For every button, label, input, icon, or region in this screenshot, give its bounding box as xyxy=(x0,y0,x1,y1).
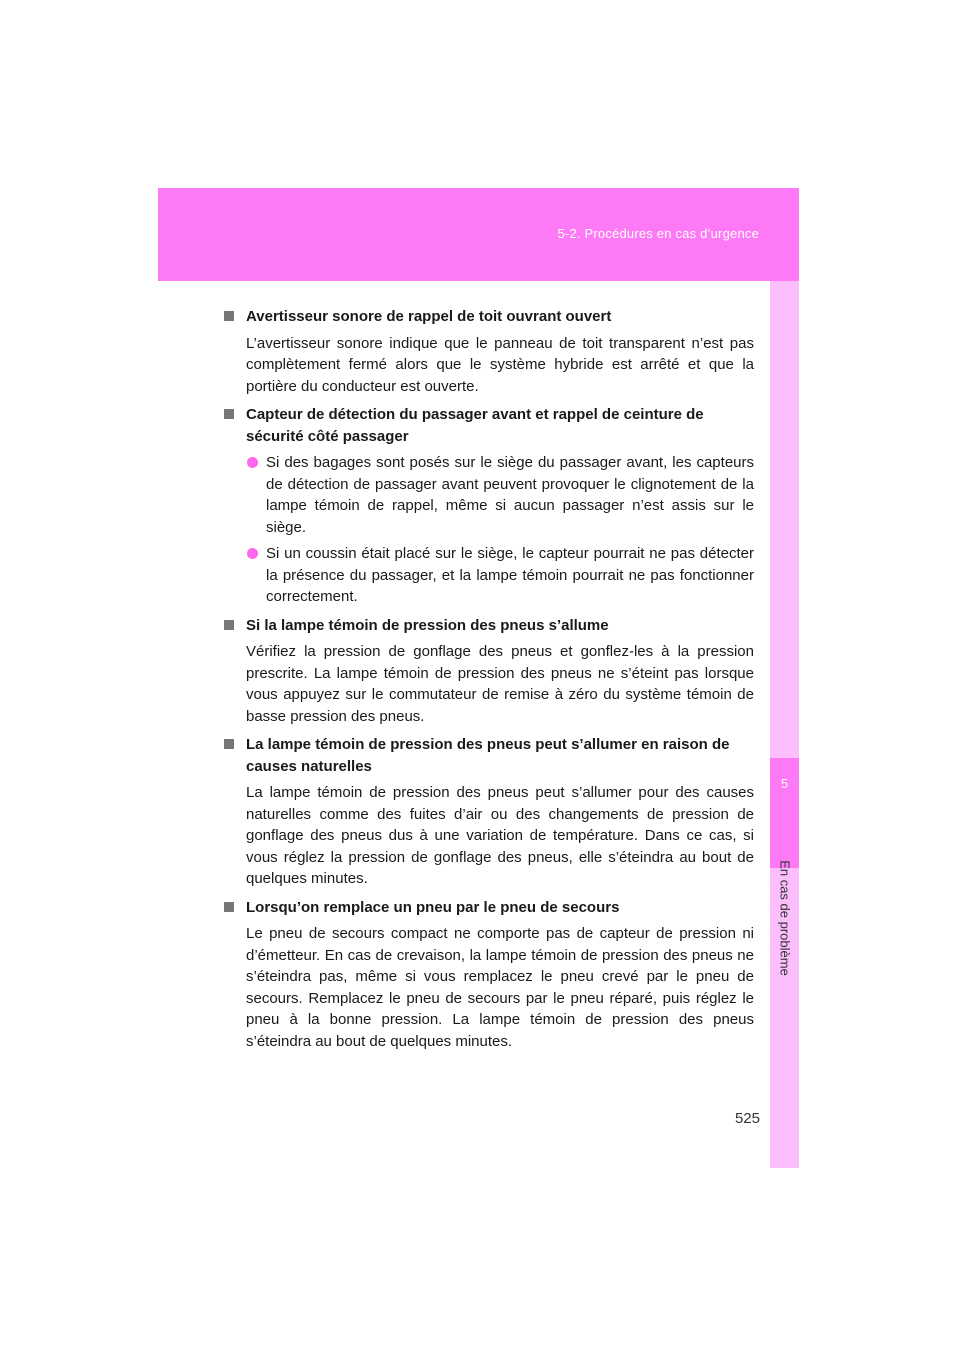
section-heading-text: Capteur de détection du passager avant et rappel de ceinture de sécurité côté passager xyxy=(246,406,704,445)
page-content xyxy=(224,306,754,1059)
section-heading-text: Si la lampe témoin de pression des pneus s’allume xyxy=(246,616,609,634)
section-heading-text: Lorsqu’on remplace un pneu par le pneu de secours xyxy=(246,898,620,916)
bullet-text: Si des bagages sont posés sur le siège du passager avant, les capteurs de détection de passager avant peuvent provoquer le clignotement de la lampe témoin de rappel, même si aucun passager n’est assis sur le siège. xyxy=(266,454,754,536)
section-heading xyxy=(224,404,754,447)
section-heading xyxy=(224,615,754,637)
section-body: Vérifiez la pression de gonflage des pneus et gonflez-les à la pression prescrite. La lampe témoin de pression des pneus ne s’éteint pas lorsque vous appuyez sur le commutateur de remise à zéro du système témoin de basse pression des pneus. xyxy=(246,643,754,725)
section-heading-text: La lampe témoin de pression des pneus peut s’allumer en raison de causes naturelles xyxy=(246,736,730,775)
round-bullet-icon xyxy=(247,457,258,468)
bullet-text: Si un coussin était placé sur le siège, le capteur pourrait ne pas détecter la présence du passager, et la lampe témoin pourrait ne pas fonctionner correctement. xyxy=(266,545,754,605)
chapter-title: En cas de problème xyxy=(777,860,793,976)
bullet-item xyxy=(224,452,754,538)
section-heading xyxy=(224,734,754,777)
section-heading xyxy=(224,306,754,328)
section-label: 5-2. Procédures en cas d’urgence xyxy=(557,226,759,241)
round-bullet-icon xyxy=(247,548,258,559)
page-number: 525 xyxy=(734,1110,760,1127)
square-bullet-icon xyxy=(224,902,234,912)
section-spare-tire xyxy=(224,897,754,1053)
chapter-side-tab xyxy=(770,281,799,1168)
section-body: L’avertisseur sonore indique que le panneau de toit transparent n’est pas complètement fermé alors que le système hybride est arrêté et que la portière du conducteur est ouverte. xyxy=(246,334,754,395)
section-heading xyxy=(224,897,754,919)
chapter-tab-highlight xyxy=(770,758,799,868)
section-sunroof-buzzer xyxy=(224,306,754,397)
section-heading-text: Avertisseur sonore de rappel de toit ouvrant ouvert xyxy=(246,308,612,325)
chapter-number: 5 xyxy=(780,776,789,791)
header-band xyxy=(158,188,799,281)
bullet-item xyxy=(224,543,754,608)
section-body: La lampe témoin de pression des pneus peut s’allumer pour des causes naturelles comme des fuites d’air ou des changements de pression de gonflage des pneus dus à une variation de température. Dans ce cas, si vous réglez la pression de gonflage des pneus, elle s’éteindra au bout de quelques minutes. xyxy=(246,784,754,887)
section-tire-pressure-light xyxy=(224,615,754,728)
section-body: Le pneu de secours compact ne comporte pas de capteur de pression ni d’émetteur. En cas de crevaison, la lampe témoin de pression des pneus ne s’éteindra pas, même si vous remplacez le pneu crevé par le pneu de secours. Remplacez le pneu de secours par le pneu réparé, puis réglez le pneu à la bonne pression. La lampe témoin de pression des pneus s’éteindra au bout de quelques minutes. xyxy=(246,925,754,1050)
section-passenger-sensor xyxy=(224,404,754,608)
square-bullet-icon xyxy=(224,739,234,749)
square-bullet-icon xyxy=(224,620,234,630)
square-bullet-icon xyxy=(224,311,234,321)
section-natural-causes xyxy=(224,734,754,890)
square-bullet-icon xyxy=(224,409,234,419)
